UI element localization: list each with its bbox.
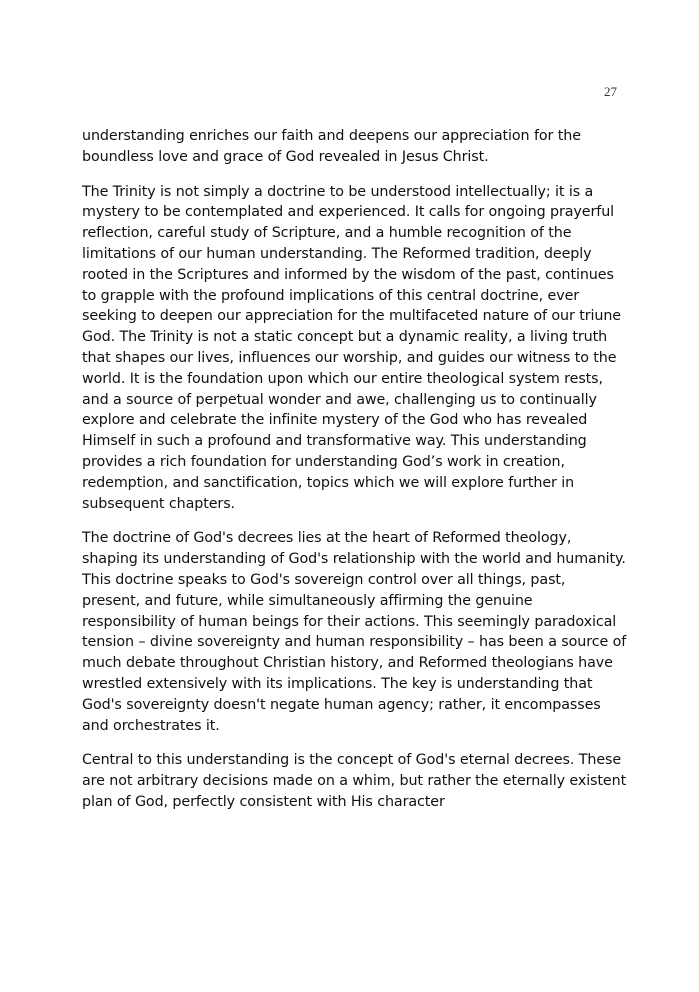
body-text — [82, 126, 627, 827]
paragraph-trinity: The Trinity is not simply a doctrine to be understood intellectually; it is a mystery to be contemplated and experienced. It calls for ongoing prayerful reflection, careful study of Scripture, and a humble recognition of the limitations of our human understanding. The Reformed tradition, deeply rooted in the Scriptures and informed by the wisdom of the past, continues to grapple with the profound implications of this central doctrine, ever seeking to deepen our appreciation for the multifaceted nature of our triune God. The Trinity is not a static concept but a dynamic reality, a living truth that shapes our lives, influences our worship, and guides our witness to the world. It is the foundation upon which our entire theological system rests, and a source of perpetual wonder and awe, challenging us to continually explore and celebrate the infinite mystery of the God who has revealed Himself in such a profound and transformative way. This understanding provides a rich foundation for understanding God’s work in creation, redemption, and sanctification, topics which we will explore further in subsequent chapters. — [82, 183, 621, 512]
paragraph-decrees: The doctrine of God's decrees lies at the heart of Reformed theology, shaping its understanding of God's relationship with the world and humanity. This doctrine speaks to God's sovereign control over all things, past, present, and future, while simultaneously affirming the genuine responsibility of human beings for their actions. This seemingly paradoxical tension – divine sovereignty and human responsibility – has been a source of much debate throughout Christian history, and Reformed theologians have wrestled extensively with its implications. The key is understanding that God's sovereignty doesn't negate human agency; rather, it encompasses and orchestrates it. — [82, 530, 627, 734]
paragraph-eternal-decrees: Central to this understanding is the concept of God's eternal decrees. These are not arbitrary decisions made on a whim, but rather the eternally existent plan of God, perfectly consistent with His character — [82, 752, 627, 810]
page-number: 27 — [604, 84, 617, 99]
paragraph-continuation: understanding enriches our faith and deepens our appreciation for the boundless love and grace of God revealed in Jesus Christ. — [82, 128, 581, 165]
